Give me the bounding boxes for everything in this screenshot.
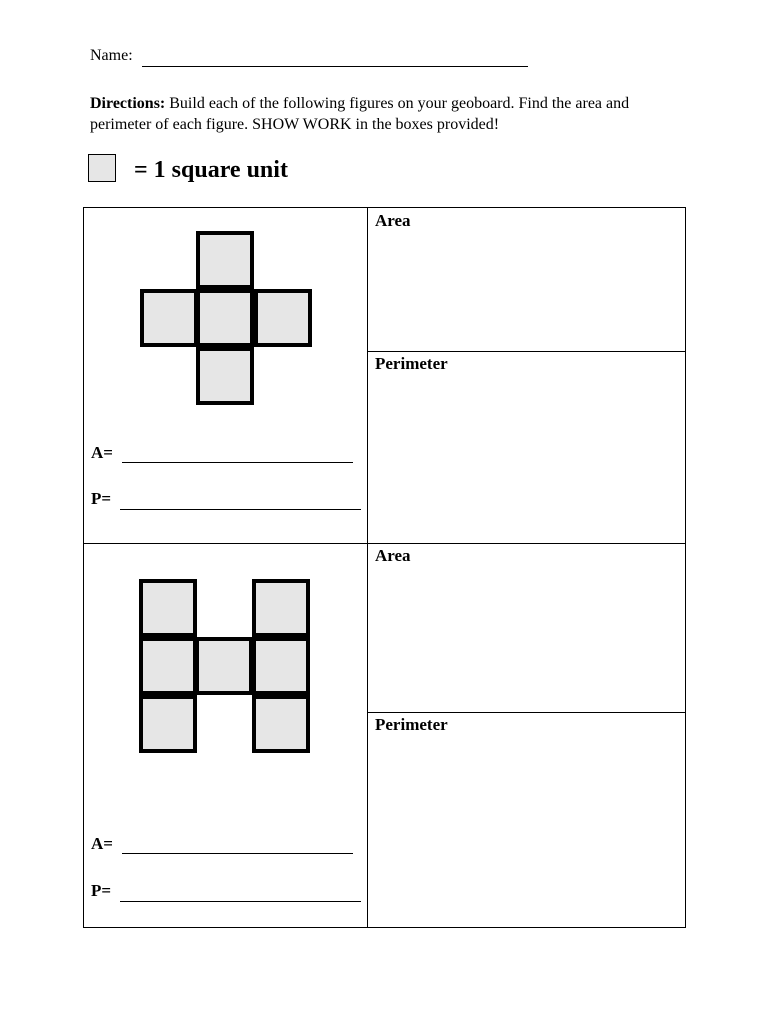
unit-square (196, 231, 254, 289)
unit-square (196, 347, 254, 405)
area-answer-label: A= (91, 834, 113, 853)
area-perimeter-divider-2 (367, 712, 685, 713)
unit-square (139, 637, 197, 695)
area-answer-line[interactable] (122, 853, 353, 854)
area-answer-line[interactable] (122, 462, 353, 463)
unit-square (196, 289, 254, 347)
legend-text: = 1 square unit (134, 157, 288, 183)
unit-square (139, 695, 197, 753)
perimeter-label: Perimeter (375, 715, 448, 734)
area-perimeter-divider-1 (367, 351, 685, 352)
directions-text: Build each of the following figures on your geoboard. Find the area and perimeter of each figure. SHOW WORK in the boxes provided! (90, 95, 630, 133)
unit-square (139, 579, 197, 637)
directions (90, 93, 680, 135)
unit-square (254, 289, 312, 347)
unit-square (195, 637, 253, 695)
worksheet-grid (83, 207, 686, 928)
unit-square (252, 579, 310, 637)
row-divider (84, 543, 685, 544)
perimeter-answer-label: P= (91, 881, 112, 900)
unit-square (252, 637, 310, 695)
perimeter-label: Perimeter (375, 354, 448, 373)
area-label: Area (375, 211, 411, 230)
unit-square (140, 289, 198, 347)
directions-heading: Directions: (90, 95, 166, 112)
perimeter-answer-line[interactable] (120, 509, 361, 510)
name-label: Name: (90, 47, 133, 64)
area-label: Area (375, 546, 411, 565)
column-divider (367, 208, 368, 927)
perimeter-answer-line[interactable] (120, 901, 361, 902)
perimeter-answer-label: P= (91, 489, 112, 508)
unit-square-legend-icon (88, 154, 116, 182)
area-answer-label: A= (91, 443, 113, 462)
name-field-line[interactable] (142, 66, 528, 67)
unit-square (252, 695, 310, 753)
